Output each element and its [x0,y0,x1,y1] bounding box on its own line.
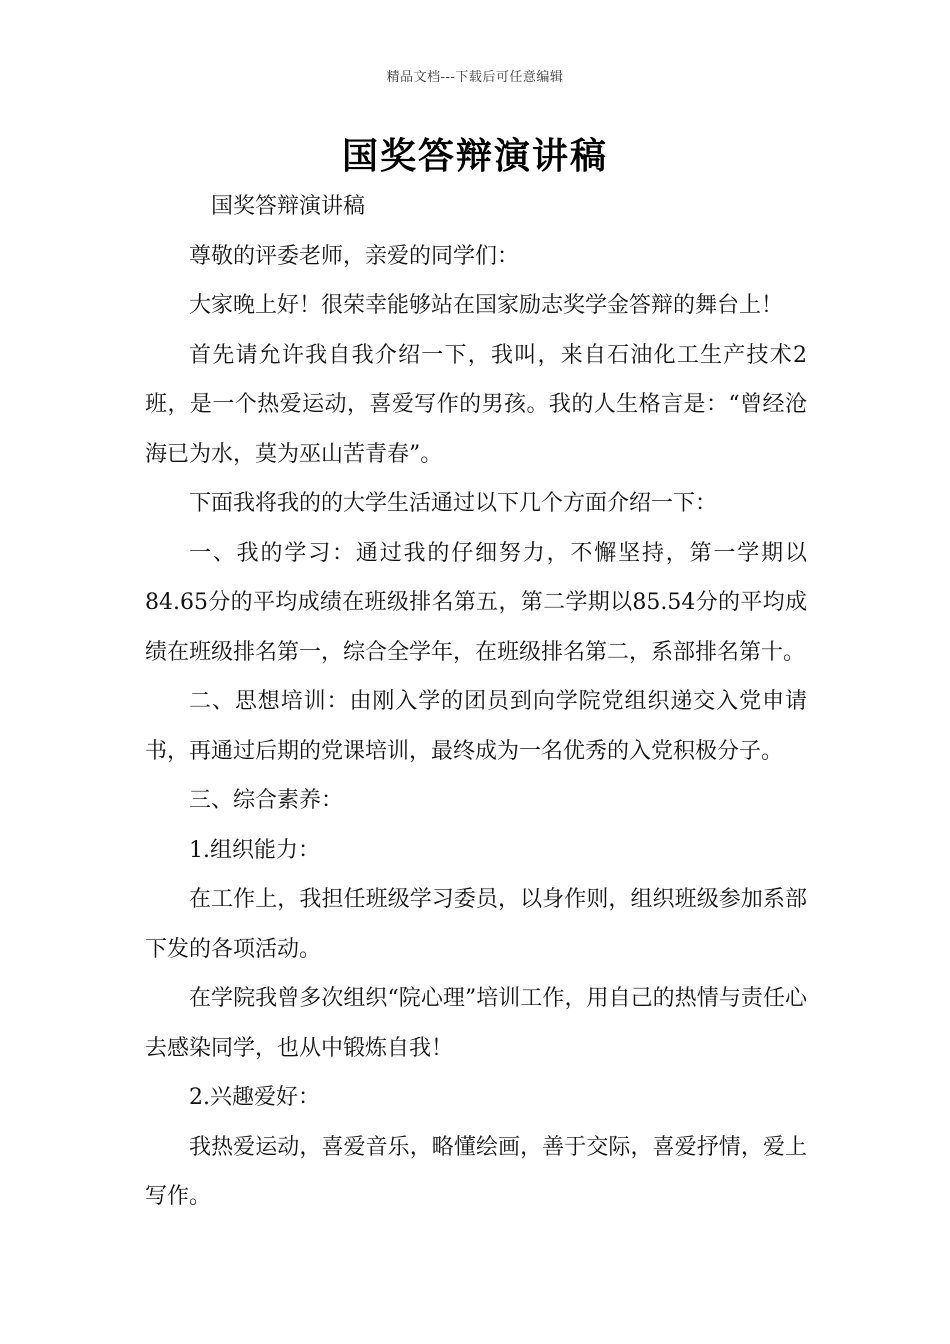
paragraph-study: 一、我的学习：通过我的仔细努力，不懈坚持，第一学期以84.65分的平均成绩在班级排名第五，第二学期以85.54分的平均成绩在班级排名第一，综合全学年，在班级排名第二，系部排名第十。 [145,540,807,665]
paragraph-opening: 大家晚上好！很荣幸能够站在国家励志奖学金答辩的舞台上！ [189,293,784,318]
document-title: 国奖答辩演讲稿 [341,136,608,177]
paragraph-work: 在工作上，我担任班级学习委员，以身作则，组织班级参加系部下发的各项活动。 [145,887,807,962]
paragraph-organization-heading: 1.组织能力： [189,837,320,863]
paragraph-college: 在学院我曾多次组织“院心理”培训工作，用自己的热情与责任心去感染同学，也从中锻炼自我！ [145,986,807,1061]
paragraph-quality-heading: 三、综合素养： [189,788,344,813]
paragraph-overview: 下面我将我的的大学生活通过以下几个方面介绍一下： [189,491,718,516]
document-body [145,182,807,1222]
paragraph-hobby-heading: 2.兴趣爱好： [189,1085,320,1110]
page-header: 精品文档---下载后可任意编辑 [386,70,564,85]
paragraph-greeting: 尊敬的评委老师，亲爱的同学们： [189,243,520,269]
paragraph-introduction: 首先请允许我自我介绍一下，我叫，来自石油化工生产技术2班，是一个热爱运动，喜爱写作的男孩。我的人生格言是：“曾经沧海已为水，莫为巫山苦青春”。 [145,342,807,467]
paragraph-hobbies: 我热爱运动，喜爱音乐，略懂绘画，善于交际，喜爱抒情，爱上写作。 [145,1134,807,1209]
paragraph-ideology: 二、思想培训：由刚入学的团员到向学院党组织递交入党申请书，再通过后期的党课培训，最终成为一名优秀的入党积极分子。 [145,689,807,764]
document-subtitle: 国奖答辩演讲稿 [211,194,366,219]
